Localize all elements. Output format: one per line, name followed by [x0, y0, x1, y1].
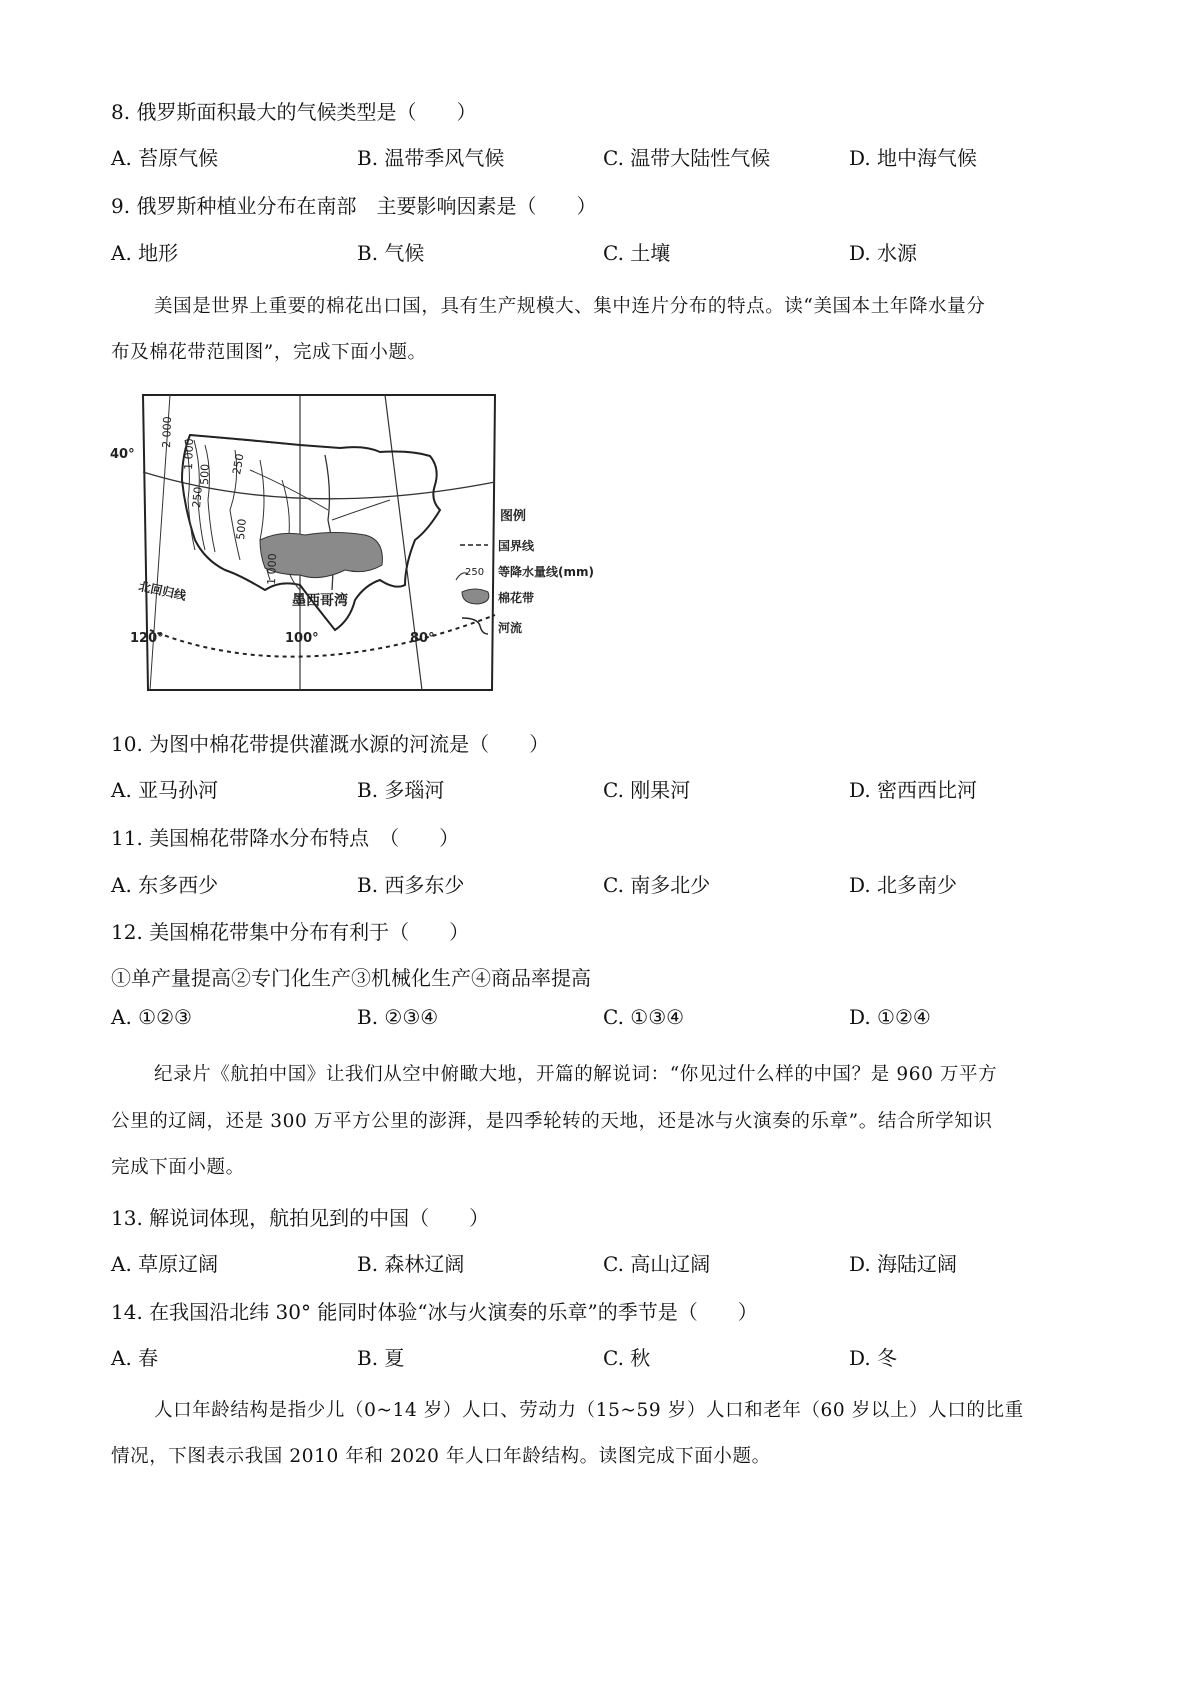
isohyet-west-500	[205, 445, 215, 552]
ohio-river	[332, 500, 390, 520]
isohyet-label-1000-mid: 1 000	[265, 553, 280, 586]
q10-option-c: C. 刚果河	[603, 778, 691, 802]
passage-usa-line1: 美国是世界上重要的棉花出口国，具有生产规模大、集中连片分布的特点。读“美国本土年降水量分	[154, 296, 986, 317]
q13-option-a: A. 草原辽阔	[111, 1252, 219, 1276]
legend-isohyet-sample: 250	[465, 567, 485, 578]
q13-option-c: C. 高山辽阔	[603, 1252, 711, 1276]
passage-china-line2: 公里的辽阔，还是 300 万平方公里的澎湃，是四季轮转的天地，还是冰与火演奏的乐章”。结合所学知识	[111, 1111, 993, 1132]
lat-40-label: 40°	[110, 447, 135, 462]
q8-option-c: C. 温带大陆性气候	[603, 146, 771, 170]
q10-option-d: D. 密西西比河	[849, 778, 978, 802]
q12-option-d: D. ①②④	[849, 1005, 931, 1029]
legend-title: 图例	[500, 509, 527, 524]
legend-boundary-label: 国界线	[498, 539, 535, 553]
q12-option-b: B. ②③④	[357, 1005, 439, 1029]
isohyet-label-1000: 1 000	[182, 438, 197, 471]
tropic-label: 北回归线	[137, 579, 188, 603]
missouri-river	[250, 470, 328, 510]
q11-option-c: C. 南多北少	[603, 873, 711, 897]
isohyet-label-500-mid: 500	[234, 518, 249, 541]
q9-stem: 9. 俄罗斯种植业分布在南部 主要影响因素是（ ）	[111, 194, 597, 218]
q14-stem: 14. 在我国沿北纬 30° 能同时体验“冰与火演奏的乐章”的季节是（ ）	[111, 1300, 758, 1324]
q14-option-c: C. 秋	[603, 1346, 651, 1370]
q10-option-a: A. 亚马孙河	[111, 778, 219, 802]
q9-option-b: B. 气候	[357, 241, 425, 265]
q14-option-d: D. 冬	[849, 1346, 898, 1370]
passage-usa-line2: 布及棉花带范围图”，完成下面小题。	[111, 342, 427, 363]
q12-option-c: C. ①③④	[603, 1005, 685, 1029]
q8-stem: 8. 俄罗斯面积最大的气候类型是（ ）	[111, 100, 477, 124]
isohyet-label-2000: 2 000	[160, 416, 175, 449]
isohyet-label-500-west: 500	[198, 463, 212, 486]
q13-stem: 13. 解说词体现，航拍见到的中国（ ）	[111, 1206, 490, 1230]
lon-80-label: 80°	[410, 631, 435, 646]
q9-option-d: D. 水源	[849, 241, 918, 265]
q10-option-b: B. 多瑙河	[357, 778, 445, 802]
q11-option-d: D. 北多南少	[849, 873, 958, 897]
q14-option-a: A. 春	[111, 1346, 159, 1370]
legend-cotton-symbol	[462, 589, 489, 604]
lon-120-label: 120°	[130, 631, 164, 646]
q9-option-c: C. 土壤	[603, 241, 671, 265]
q12-stem: 12. 美国棉花带集中分布有利于（ ）	[111, 920, 470, 944]
q11-stem: 11. 美国棉花带降水分布特点 （ ）	[111, 826, 460, 850]
q11-option-b: B. 西多东少	[357, 873, 465, 897]
legend-river-label: 河流	[498, 621, 523, 635]
passage-china-line1: 纪录片《航拍中国》让我们从空中俯瞰大地，开篇的解说词：“你见过什么样的中国？是 960 万平方	[154, 1064, 998, 1085]
q8-option-b: B. 温带季风气候	[357, 146, 505, 170]
q13-option-d: D. 海陆辽阔	[849, 1252, 958, 1276]
q8-option-a: A. 苔原气候	[111, 146, 219, 170]
tropic-of-cancer	[150, 615, 495, 657]
gulf-label: 墨西哥湾	[292, 593, 348, 609]
passage-population-line1: 人口年龄结构是指少儿（0~14 岁）人口、劳动力（15~59 岁）人口和老年（60 岁以上）人口的比重	[154, 1400, 1024, 1421]
q10-stem: 10. 为图中棉花带提供灌溉水源的河流是（ ）	[111, 732, 550, 756]
q14-option-b: B. 夏	[357, 1346, 405, 1370]
legend-cotton-label: 棉花带	[498, 591, 535, 605]
lon-100-label: 100°	[285, 631, 319, 646]
q11-option-a: A. 东多西少	[111, 873, 219, 897]
passage-china-line3: 完成下面小题。	[111, 1157, 245, 1178]
isohyet-label-250-west: 250	[190, 486, 205, 509]
q12-option-a: A. ①②③	[111, 1005, 192, 1029]
legend-isohyet-label: 等降水量线(mm)	[498, 565, 594, 579]
q8-option-d: D. 地中海气候	[849, 146, 978, 170]
isohyet-label-250-mid: 250	[230, 452, 247, 476]
q13-option-b: B. 森林辽阔	[357, 1252, 465, 1276]
q12-items: ①单产量提高②专门化生产③机械化生产④商品率提高	[111, 966, 591, 990]
q9-option-a: A. 地形	[111, 241, 179, 265]
usa-precipitation-cotton-map	[110, 390, 710, 710]
passage-population-line2: 情况，下图表示我国 2010 年和 2020 年人口年龄结构。读图完成下面小题。	[111, 1446, 771, 1467]
